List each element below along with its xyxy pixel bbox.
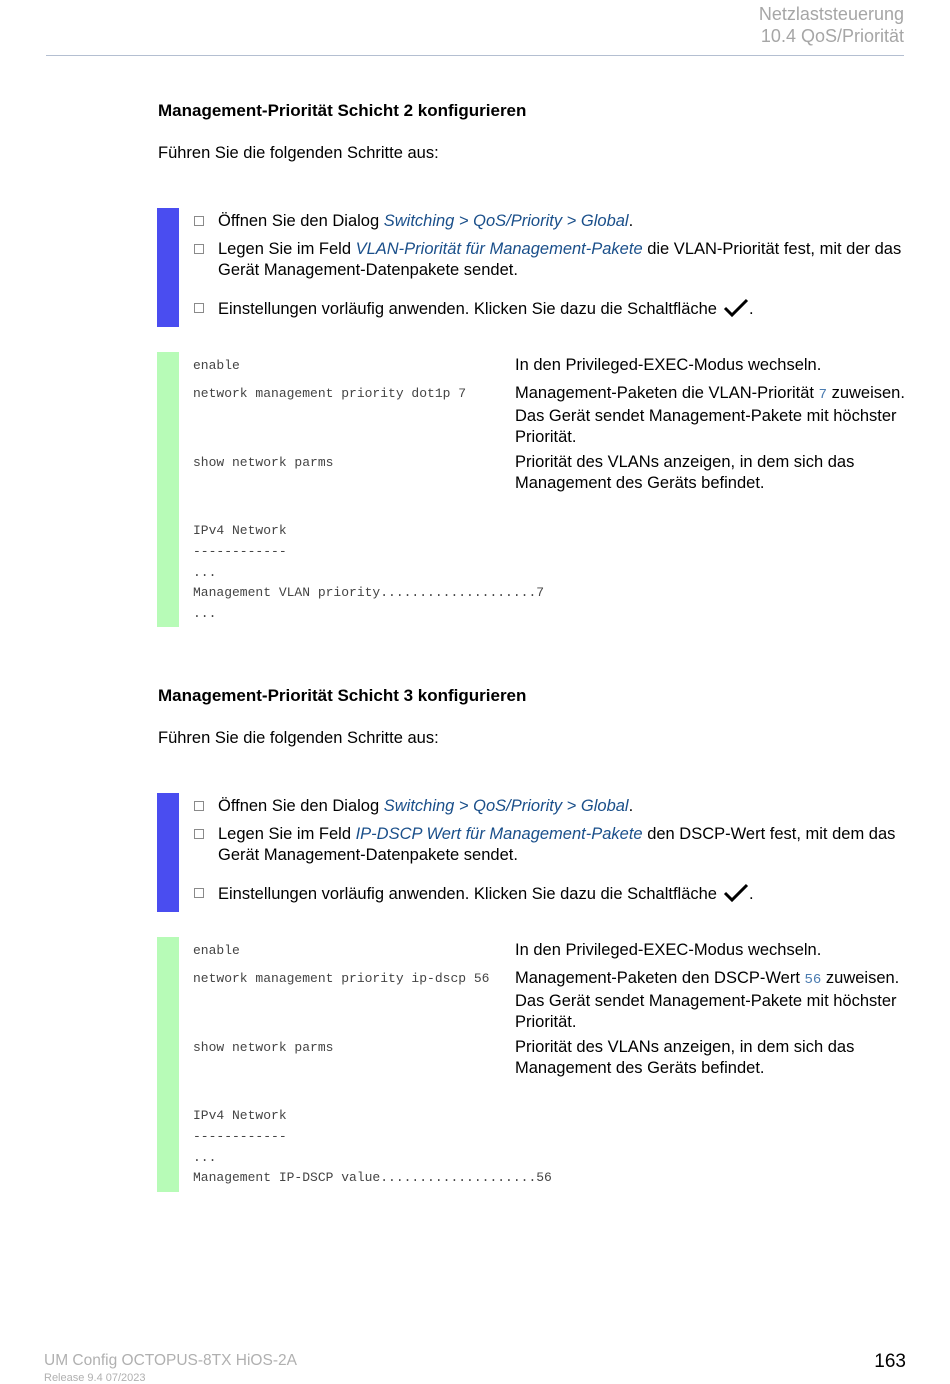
field-name-link[interactable]: VLAN-Priorität für Management-Pakete: [355, 240, 643, 258]
page-number: 163: [874, 1351, 906, 1372]
cli-command: enable: [193, 943, 240, 958]
cli-command: network management priority dot1p 7: [193, 386, 467, 401]
step-item: Legen Sie im Feld VLAN-Priorität für Management-Pakete die VLAN-Priorität fest, mit der das Gerät Management-Datenpakete sendet.: [194, 239, 906, 281]
cli-description: Priorität des VLANs anzeigen, in dem sich das Management des Geräts befindet.: [515, 453, 855, 492]
step-checkbox-icon: [194, 829, 204, 839]
step-checkbox-icon: [194, 888, 204, 898]
cli-output: IPv4 Network ------------ ... Management IP-DSCP value....................56: [193, 1108, 552, 1186]
cli-marker-bar: [157, 937, 179, 1192]
footer-release: Release 9.4 07/2023: [44, 1372, 146, 1384]
priority-value: 7: [818, 387, 827, 403]
field-name-link[interactable]: IP-DSCP Wert für Management-Pakete: [355, 825, 643, 843]
running-header: [759, 3, 904, 47]
section-intro: Führen Sie die folgenden Schritte aus:: [158, 729, 439, 747]
checkmark-icon: [723, 298, 749, 324]
dialog-path-link[interactable]: Switching > QoS/Priority > Global: [383, 797, 629, 815]
header-rule: [46, 55, 904, 56]
dialog-path-link[interactable]: Switching > QoS/Priority > Global: [383, 212, 629, 230]
footer-document: UM Config OCTOPUS-8TX HiOS-2A: [44, 1352, 297, 1369]
cli-description: Management-Paketen die VLAN-Priorität 7 zuweisen. Das Gerät sendet Management-Pakete mit höchster Priorität.: [515, 384, 905, 446]
cli-command: show network parms: [193, 1040, 334, 1055]
steps-marker-bar: [157, 208, 179, 327]
step-checkbox-icon: [194, 216, 204, 226]
step-item: Einstellungen vorläufig anwenden. Klicken Sie dazu die Schaltfläche .: [194, 298, 906, 324]
cli-description: In den Privileged-EXEC-Modus wechseln.: [515, 941, 822, 959]
step-item: Öffnen Sie den Dialog Switching > QoS/Priority > Global.: [194, 211, 906, 232]
cli-marker-bar: [157, 352, 179, 627]
step-item: Legen Sie im Feld IP-DSCP Wert für Management-Pakete den DSCP-Wert fest, mit dem das Gerät Management-Datenpakete sendet.: [194, 824, 906, 866]
section-title: Management-Priorität Schicht 3 konfigurieren: [158, 686, 527, 705]
step-checkbox-icon: [194, 303, 204, 313]
section-intro: Führen Sie die folgenden Schritte aus:: [158, 144, 439, 162]
cli-output: IPv4 Network ------------ ... Management VLAN priority....................7 ...: [193, 523, 545, 622]
cli-description: Management-Paketen den DSCP-Wert 56 zuweisen. Das Gerät sendet Management-Pakete mit höchster Priorität.: [515, 969, 900, 1031]
header-chapter: Netzlaststeuerung: [758, 4, 904, 24]
dscp-value: 56: [804, 972, 822, 988]
cli-command: show network parms: [193, 455, 334, 470]
step-checkbox-icon: [194, 801, 204, 811]
cli-command: enable: [193, 358, 240, 373]
step-item: Öffnen Sie den Dialog Switching > QoS/Priority > Global.: [194, 796, 906, 817]
steps-marker-bar: [157, 793, 179, 912]
header-section: 10.4 QoS/Priorität: [760, 26, 904, 46]
cli-description: In den Privileged-EXEC-Modus wechseln.: [515, 356, 822, 374]
cli-description: Priorität des VLANs anzeigen, in dem sich das Management des Geräts befindet.: [515, 1038, 855, 1077]
step-checkbox-icon: [194, 244, 204, 254]
step-item: Einstellungen vorläufig anwenden. Klicken Sie dazu die Schaltfläche .: [194, 883, 906, 909]
checkmark-icon: [723, 883, 749, 909]
section-title: Management-Priorität Schicht 2 konfigurieren: [158, 101, 527, 120]
cli-command: network management priority ip-dscp 56: [193, 971, 490, 986]
